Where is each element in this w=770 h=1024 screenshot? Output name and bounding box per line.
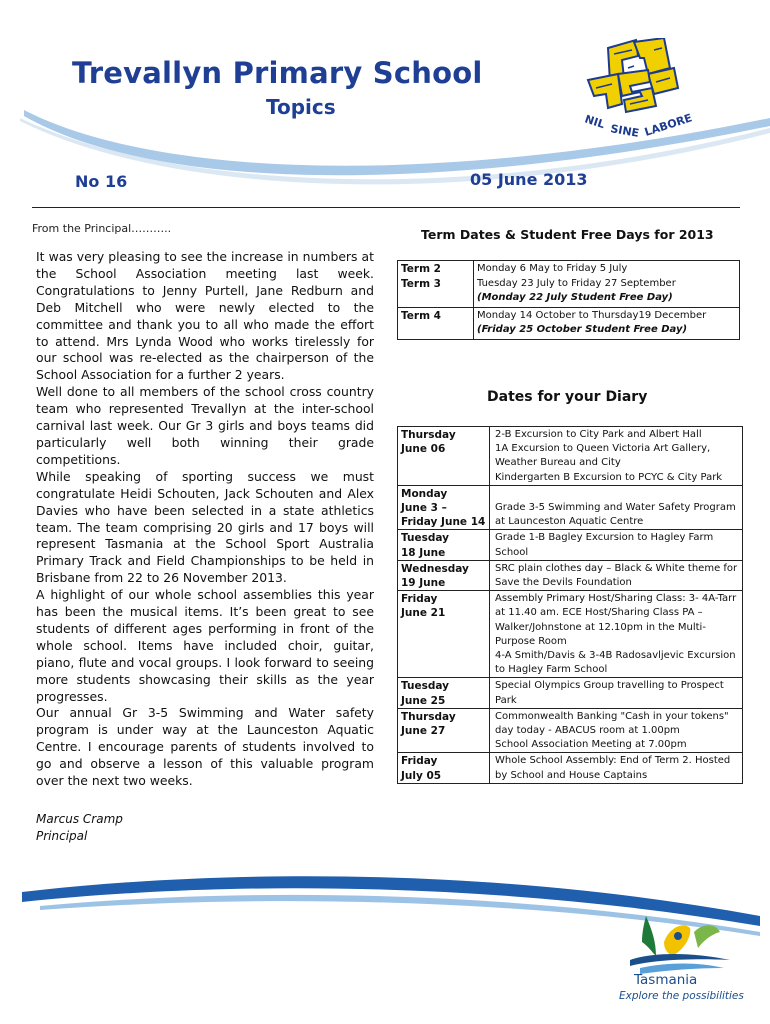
issue-number: No 16 bbox=[75, 172, 128, 191]
table-row bbox=[398, 678, 743, 708]
letter-paragraph: While speaking of sporting success we must congratulate Heidi Schouten, Jack Schouten and Alex Davies who have been selected in a state athletics team. The team comprising 20 girls and 17 boys will represent Tasmania at the School Sport Australia Primary Track and Field Championships to be held in Brisbane from 22 to 26 November 2013. bbox=[36, 468, 374, 586]
diary-event: Assembly Primary Host/Sharing Class: 3- 4A-Tarr at 11.40 am. ECE Host/Sharing Class PA – Walker/Johnstone at 12.10pm in the Multi-Purpose Room 4-A Smith/Davis & 3-4B Radosavljevic Excursion to Hagley Farm School bbox=[490, 591, 743, 678]
diary-table bbox=[397, 426, 743, 784]
school-crest-logo bbox=[578, 38, 696, 144]
svg-text:LABORE: LABORE bbox=[642, 111, 694, 139]
term-dates bbox=[474, 307, 740, 339]
letter-paragraph: Our annual Gr 3-5 Swimming and Water safety program is under way at the Launceston Aquatic Centre. I encourage parents of students involved to go and observe a lesson of this valuable program over the next two weeks. bbox=[36, 705, 374, 789]
term-dates bbox=[474, 261, 740, 308]
term-dates-heading: Term Dates & Student Free Days for 2013 bbox=[421, 227, 714, 242]
letter-paragraph: A highlight of our whole school assemblies this year has been the musical items. It’s been great to see students of different ages performing in front of the whole school. Items have included choir, guitar, piano, flute and vocal groups. I look forward to seeing more students showcasing their skills as the year progresses. bbox=[36, 587, 374, 704]
table-row bbox=[398, 591, 743, 678]
diary-date: Thursday June 27 bbox=[398, 708, 490, 753]
term-label bbox=[398, 261, 474, 308]
letter-heading: From the Principal……….. bbox=[32, 222, 172, 235]
term-3-label: Term 3 bbox=[401, 277, 441, 290]
table-row bbox=[398, 427, 743, 486]
diary-event: Whole School Assembly: End of Term 2. Hosted by School and House Captains bbox=[490, 753, 743, 783]
header-divider bbox=[32, 207, 740, 208]
diary-date: Thursday June 06 bbox=[398, 427, 490, 486]
issue-date: 05 June 2013 bbox=[470, 170, 588, 189]
table-row bbox=[398, 708, 743, 753]
signature-name: Marcus Cramp bbox=[36, 812, 123, 826]
table-row bbox=[398, 560, 743, 590]
svg-text:NIL: NIL bbox=[583, 112, 607, 132]
term-3-note: (Monday 22 July Student Free Day) bbox=[477, 292, 673, 303]
term-4-note: (Friday 25 October Student Free Day) bbox=[477, 324, 688, 335]
term-dates-table bbox=[397, 260, 740, 340]
term-4-label: Term 4 bbox=[398, 307, 474, 339]
diary-event: 2-B Excursion to City Park and Albert Hall 1A Excursion to Queen Victoria Art Gallery, Weather Bureau and City Kindergarten B Excursion to PCYC & City Park bbox=[490, 427, 743, 486]
svg-text:SINE: SINE bbox=[609, 122, 641, 140]
diary-event: Grade 1-B Bagley Excursion to Hagley Farm School bbox=[490, 530, 743, 560]
diary-event: Commonwealth Banking "Cash in your tokens" day today - ABACUS room at 1.00pm School Association Meeting at 7.00pm bbox=[490, 708, 743, 753]
term-2-label: Term 2 bbox=[401, 263, 441, 275]
signature-block bbox=[36, 811, 123, 845]
table-row bbox=[398, 307, 740, 339]
school-title: Trevallyn Primary School bbox=[72, 56, 483, 90]
table-row bbox=[398, 261, 740, 308]
diary-date: Wednesday 19 June bbox=[398, 560, 490, 590]
diary-date: Tuesday 18 June bbox=[398, 530, 490, 560]
letter-paragraph: It was very pleasing to see the increase in numbers at the School Association meeting last week. Congratulations to Jenny Purtell, Jane Redburn and Deb Mitchell who were newly elected to the committee and thank you to all who made the effort to attend. Mrs Lynda Wood who works tirelessly for our school was re-elected as the chairperson of the School Association for a further 2 years. bbox=[36, 249, 374, 383]
diary-date: Monday June 3 – Friday June 14 bbox=[398, 485, 490, 530]
signature-title: Principal bbox=[36, 829, 88, 843]
letter-paragraph: Well done to all members of the school cross country team who represented Trevallyn at the inter-school carnival last week. Our Gr 3 girls and boys teams did particularly well both winning their grade competitions. bbox=[36, 384, 374, 467]
diary-date: Friday July 05 bbox=[398, 753, 490, 783]
term-4-dates: Monday 14 October to Thursday19 December bbox=[477, 309, 707, 321]
diary-event: Grade 3-5 Swimming and Water Safety Program at Launceston Aquatic Centre bbox=[490, 485, 743, 530]
diary-date: Tuesday June 25 bbox=[398, 678, 490, 708]
term-2-dates: Monday 6 May to Friday 5 July bbox=[477, 263, 628, 274]
principal-letter bbox=[36, 249, 374, 790]
diary-event: SRC plain clothes day – Black & White theme for Save the Devils Foundation bbox=[490, 560, 743, 590]
tasmania-tagline: Explore the possibilities bbox=[619, 990, 744, 1002]
table-row bbox=[398, 485, 743, 530]
diary-date: Friday June 21 bbox=[398, 591, 490, 678]
diary-event: Special Olympics Group travelling to Prospect Park bbox=[490, 678, 743, 708]
table-row bbox=[398, 753, 743, 783]
newsletter-subtitle: Topics bbox=[266, 95, 336, 119]
term-3-dates: Tuesday 23 July to Friday 27 September bbox=[477, 277, 676, 289]
table-row bbox=[398, 530, 743, 560]
diary-heading: Dates for your Diary bbox=[487, 389, 648, 405]
tasmania-brand: Tasmania bbox=[634, 972, 698, 988]
